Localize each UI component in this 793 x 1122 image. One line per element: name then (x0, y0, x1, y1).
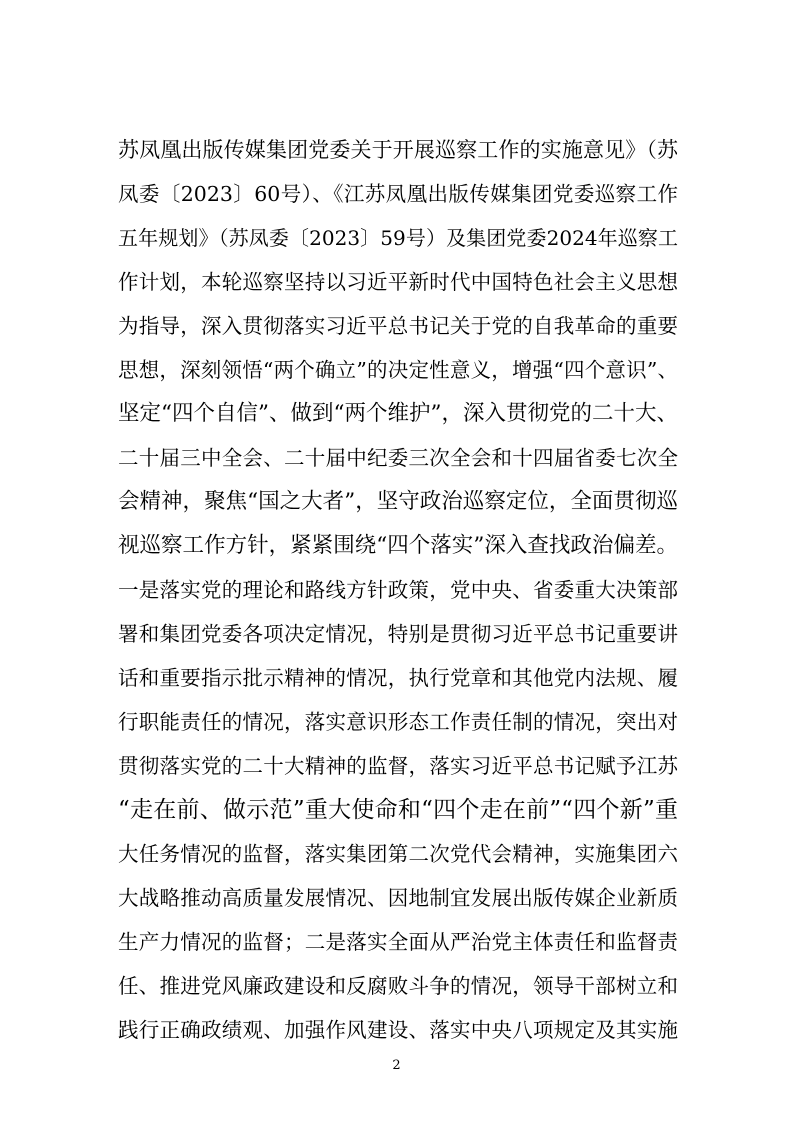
body-line: 大任务情况的监督，落实集团第二次党代会精神，实施集团六 (118, 842, 678, 866)
body-line: 作计划，本轮巡察坚持以习近平新时代中国特色社会主义思想 (118, 270, 678, 294)
body-line: 一是落实党的理论和路线方针政策，党中央、省委重大决策部 (118, 578, 678, 602)
body-line: 署和集团党委各项决定情况，特别是贯彻习近平总书记重要讲 (118, 622, 678, 646)
body-line: 话和重要指示批示精神的情况，执行党章和其他党内法规、履 (118, 666, 678, 690)
body-line: 五年规划》（苏凤委〔2023〕59号）及集团党委2024年巡察工 (118, 226, 678, 250)
body-line: 贯彻落实党的二十大精神的监督，落实习近平总书记赋予江苏 (118, 754, 678, 778)
body-line: 凤委〔2023〕60号）、《江苏凤凰出版传媒集团党委巡察工作 (118, 182, 678, 206)
page-number: 2 (392, 1058, 401, 1073)
body-line: “走在前、做示范”重大使命和“四个走在前”“四个新”重 (118, 797, 678, 823)
body-line: 思想，深刻领悟“两个确立”的决定性意义，增强“四个意识”、 (118, 358, 678, 382)
body-line: 大战略推动高质量发展情况、因地制宜发展出版传媒企业新质 (118, 886, 678, 910)
body-line: 任、推进党风廉政建设和反腐败斗争的情况，领导干部树立和 (118, 974, 678, 998)
body-line: 二十届三中全会、二十届中纪委三次全会和十四届省委七次全 (118, 446, 678, 470)
body-line: 行职能责任的情况，落实意识形态工作责任制的情况，突出对 (118, 710, 678, 734)
body-line: 视巡察工作方针，紧紧围绕“四个落实”深入查找政治偏差。 (118, 533, 678, 558)
body-line: 践行正确政绩观、加强作风建设、落实中央八项规定及其实施 (118, 1018, 678, 1042)
body-line: 苏凤凰出版传媒集团党委关于开展巡察工作的实施意见》（苏 (118, 138, 678, 162)
body-line: 会精神，聚焦“国之大者”，坚守政治巡察定位，全面贯彻巡 (118, 489, 678, 514)
body-line: 为指导，深入贯彻落实习近平总书记关于党的自我革命的重要 (118, 314, 678, 338)
body-line: 坚定“四个自信”、做到“两个维护”，深入贯彻党的二十大、 (118, 401, 678, 426)
body-line: 生产力情况的监督；二是落实全面从严治党主体责任和监督责 (118, 930, 678, 954)
